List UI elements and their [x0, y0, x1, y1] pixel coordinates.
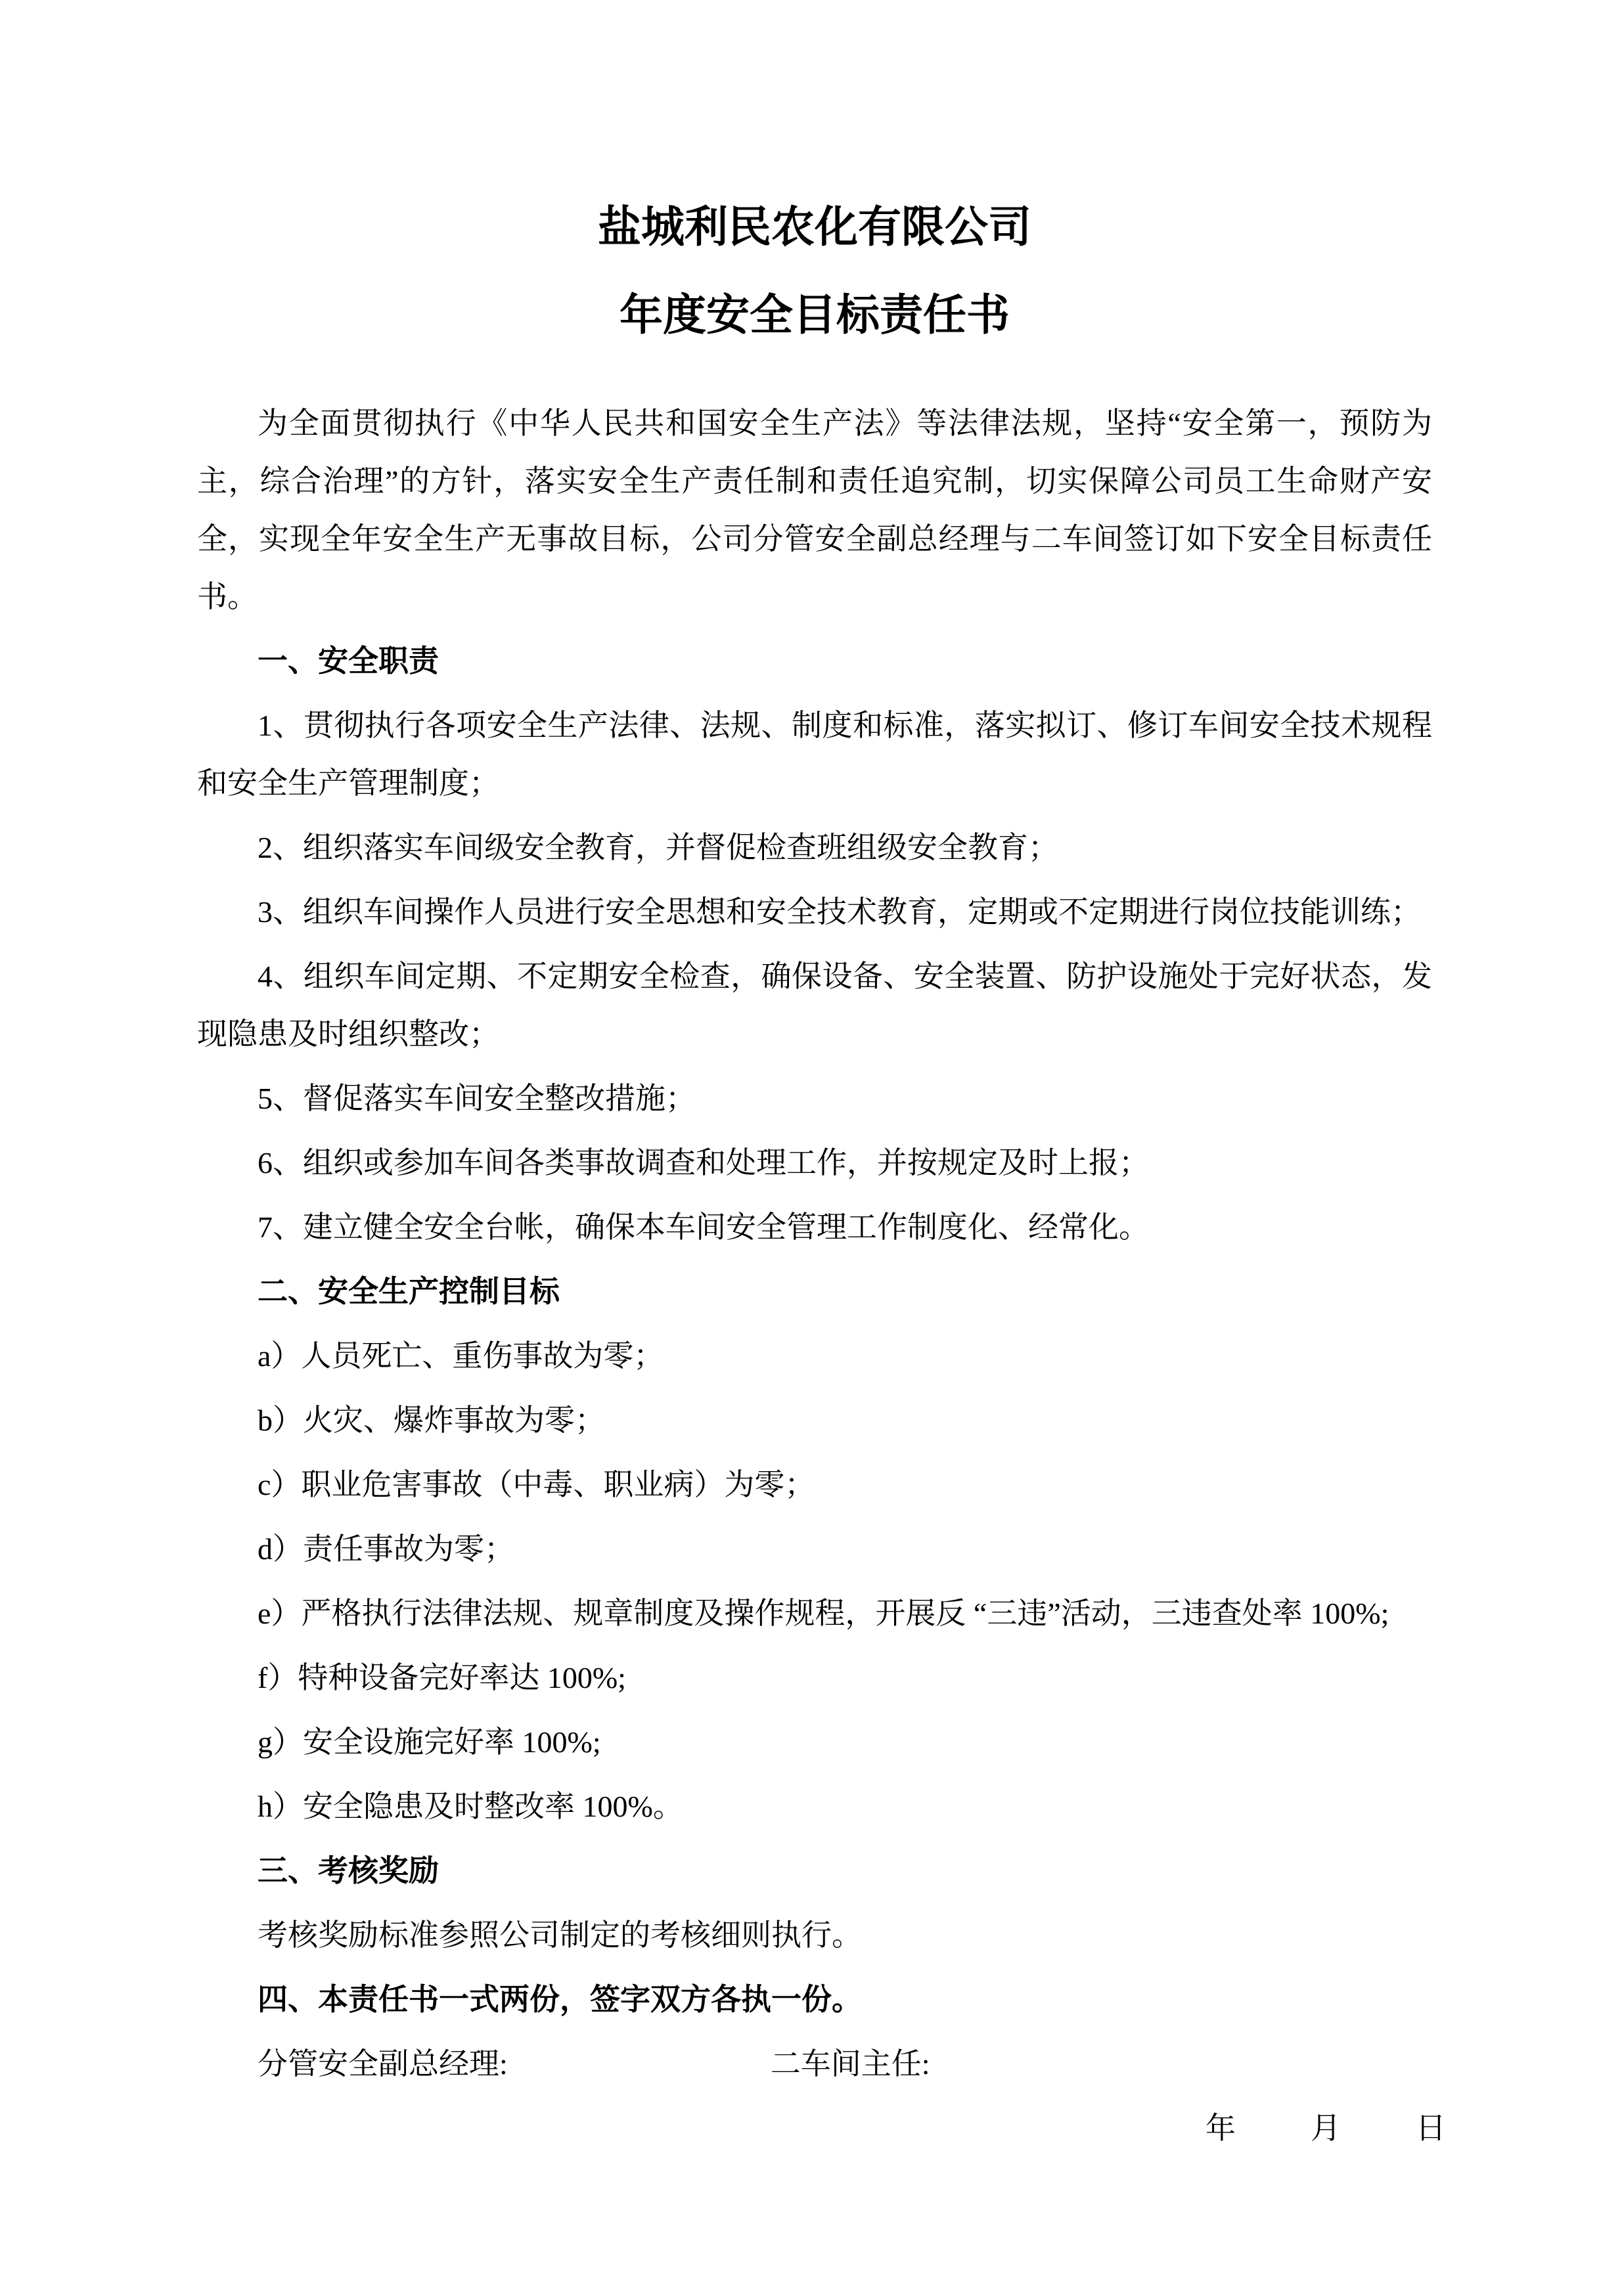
section-1-item-6: 6、组织或参加车间各类事故调查和处理工作，并按规定及时上报； [258, 1146, 1149, 1180]
section-1-item-1: 1、贯彻执行各项安全生产法律、法规、制度和标准，落实拟订、修订车间安全技术规程和安全生产管理制度； [197, 709, 1432, 800]
date-month-label: 月 [1311, 2111, 1341, 2145]
intro-paragraph: 为全面贯彻执行《中华人民共和国安全生产法》等法律法规，坚持“安全第一，预防为主，综合治理”的方针，落实安全生产责任制和责任追究制，切实保障公司员工生命财产安全，实现全年安全生产无事故目标，公司分管安全副总经理与二车间签订如下安全目标责任书。 [197, 407, 1432, 613]
section-1-item-4: 4、组织车间定期、不定期安全检查，确保设备、安全装置、防护设施处于完好状态，发现隐患及时组织整改； [197, 960, 1432, 1051]
section-3-item-1: 考核奖励标准参照公司制定的考核细则执行。 [258, 1918, 862, 1952]
date-line [197, 2100, 1446, 2157]
section-3-heading: 三、考核奖励 [258, 1854, 439, 1888]
section-1-item-3: 3、组织车间操作人员进行安全思想和安全技术教育，定期或不定期进行岗位技能训练； [258, 895, 1421, 929]
section-2-item-f: f）特种设备完好率达 100%; [258, 1661, 626, 1694]
section-2-item-h: h）安全隐患及时整改率 100%。 [258, 1790, 683, 1823]
document-title: 年度安全目标责任书 [620, 292, 1010, 340]
section-2-item-c: c）职业危害事故（中毒、职业病）为零； [258, 1468, 815, 1501]
left-signature-label: 分管安全副总经理: [258, 2047, 508, 2081]
signature-line [197, 2035, 1432, 2093]
document-body [197, 184, 1446, 2157]
section-1-item-7: 7、建立健全安全台帐，确保本车间安全管理工作制度化、经常化。 [258, 1210, 1149, 1244]
section-2-heading: 二、安全生产控制目标 [258, 1275, 560, 1308]
section-2-item-g: g）安全设施完好率 100%; [258, 1725, 601, 1759]
section-1-item-2: 2、组织落实车间级安全教育，并督促检查班组级安全教育； [258, 831, 1058, 864]
section-1-heading: 一、安全职责 [258, 644, 439, 678]
section-1-item-5: 5、督促落实车间安全整改措施； [258, 1082, 696, 1115]
company-name-title: 盐城利民农化有限公司 [598, 204, 1031, 252]
section-2-item-e: e）严格执行法律法规、规章制度及操作规程，开展反 “三违”活动，三违查处率 100%; [258, 1597, 1389, 1630]
section-2-item-b: b）火灾、爆炸事故为零； [258, 1403, 605, 1437]
date-year-label: 年 [1205, 2111, 1236, 2145]
right-signature-label: 二车间主任: [770, 2047, 930, 2081]
date-day-label: 日 [1416, 2111, 1446, 2145]
section-2-item-d: d）责任事故为零； [258, 1532, 514, 1566]
section-4-heading: 四、本责任书一式两份，签字双方各执一份。 [258, 1983, 862, 2016]
section-2-item-a: a）人员死亡、重伤事故为零； [258, 1339, 664, 1373]
